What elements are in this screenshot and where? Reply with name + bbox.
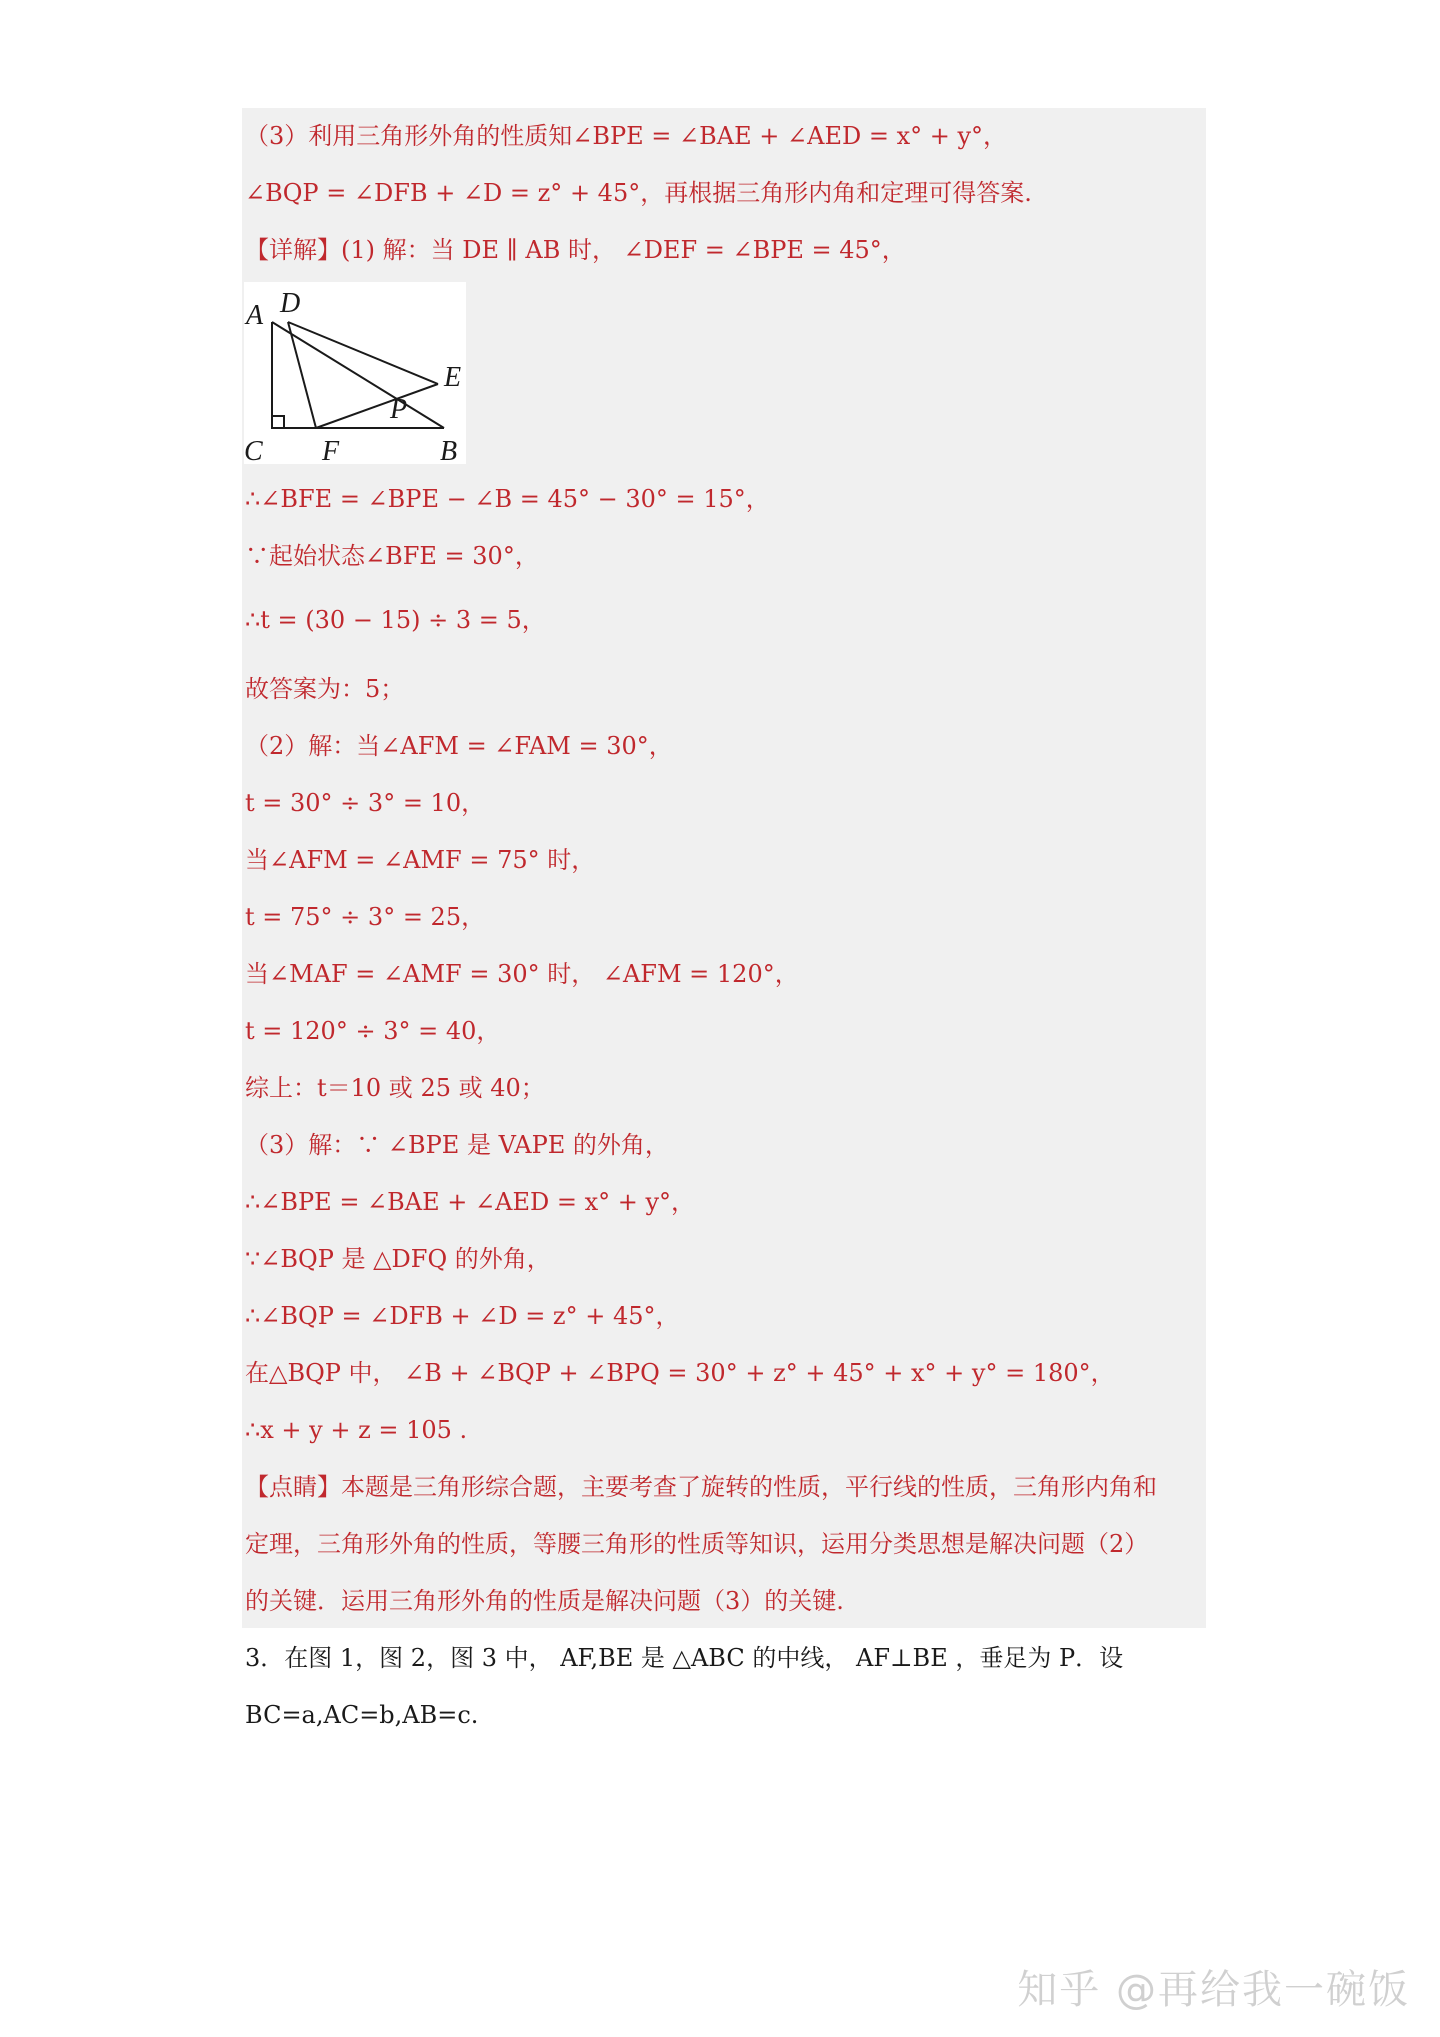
segment-DF [288, 322, 316, 428]
label-F: F [322, 436, 340, 464]
segment-DE [288, 322, 438, 384]
solution-line: 当∠AFM = ∠AMF = 75° 时， [245, 846, 596, 874]
remark-line: 【点睛】本题是三角形综合题，主要考查了旋转的性质，平行线的性质，三角形内角和 [245, 1473, 1157, 1501]
solution-line: 【详解】(1) 解：当 DE ∥ AB 时， ∠DEF = ∠BPE = 45°， [245, 236, 906, 264]
remark-line: 定理，三角形外角的性质，等腰三角形的性质等知识，运用分类思想是解决问题（2） [245, 1530, 1149, 1558]
solution-line: ∴∠BFE = ∠BPE − ∠B = 45° − 30° = 15°， [245, 485, 770, 513]
question-3-line: 3．在图 1，图 2，图 3 中， AF,BE 是 △ABC 的中线， AF⊥BE ，垂足为 P．设 [245, 1644, 1124, 1672]
remark-line: 的关键．运用三角形外角的性质是解决问题（3）的关键. [245, 1587, 844, 1615]
solution-line: 故答案为：5； [245, 675, 405, 703]
solution-line: （3）利用三角形外角的性质知∠BPE = ∠BAE + ∠AED = x° + y°， [245, 122, 1008, 150]
solution-line: ∴x + y + z = 105 . [245, 1416, 468, 1444]
label-D: D [280, 288, 301, 319]
solution-line: t = 75° ÷ 3° = 25， [245, 903, 486, 931]
solution-line: 当∠MAF = ∠AMF = 30° 时， ∠AFM = 120°， [245, 960, 799, 988]
solution-line: ∴t = (30 − 15) ÷ 3 = 5， [245, 606, 546, 634]
solution-line: 综上：t＝10 或 25 或 40； [245, 1074, 545, 1102]
label-P: P [390, 394, 408, 425]
solution-line: （2）解：当∠AFM = ∠FAM = 30°， [245, 732, 673, 760]
segment-FE [316, 384, 438, 428]
geometry-figure [244, 282, 466, 464]
solution-line: ∵∠BQP 是 △DFQ 的外角， [245, 1245, 551, 1273]
solution-line: t = 30° ÷ 3° = 10， [245, 789, 486, 817]
solution-line: （3）解：∵ ∠BPE 是 VAPE 的外角， [245, 1131, 669, 1159]
question-3-line: BC=a,AC=b,AB=c. [245, 1701, 479, 1729]
right-angle-mark [272, 416, 284, 428]
solution-line: 在△BQP 中， ∠B + ∠BQP + ∠BPQ = 30° + z° + 45° + x° + y° = 180°， [245, 1359, 1115, 1387]
solution-line: ∠BQP = ∠DFB + ∠D = z° + 45°，再根据三角形内角和定理可得答案. [245, 179, 1032, 207]
label-C: C [244, 436, 263, 464]
triangle-diagram [244, 282, 466, 464]
solution-line: ∴∠BPE = ∠BAE + ∠AED = x° + y°， [245, 1188, 696, 1216]
label-A: A [246, 300, 264, 331]
solution-line: ∵起始状态∠BFE = 30°， [245, 542, 539, 570]
solution-line: t = 120° ÷ 3° = 40， [245, 1017, 501, 1045]
label-E: E [444, 362, 462, 393]
zhihu-watermark: 知乎 @再给我一碗饭 [1017, 1967, 1410, 2013]
solution-line: ∴∠BQP = ∠DFB + ∠D = z° + 45°， [245, 1302, 680, 1330]
label-B: B [440, 436, 458, 464]
